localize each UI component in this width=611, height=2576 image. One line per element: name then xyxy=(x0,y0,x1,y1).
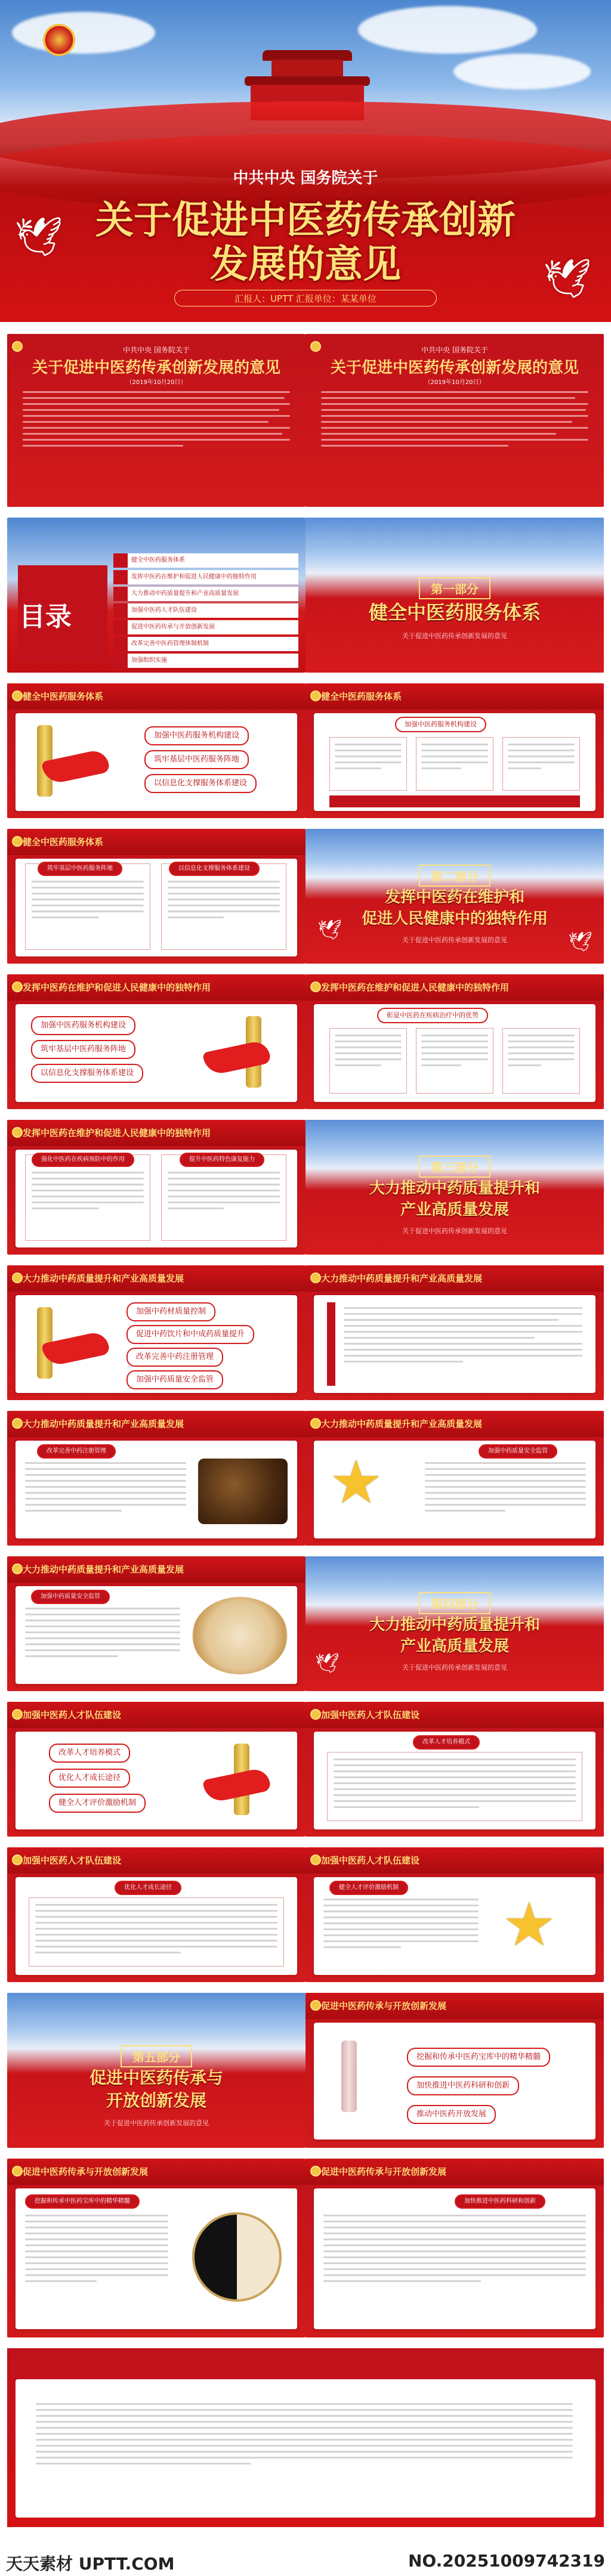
emblem-icon xyxy=(12,982,23,992)
slide-s10b[interactable] xyxy=(7,1556,306,1691)
slide-s12[interactable] xyxy=(306,1702,604,1837)
emblem-icon xyxy=(12,1272,23,1283)
footer-right: NO.20251009742319 xyxy=(408,2551,605,2571)
slide-band-title: 大力推动中药质量提升和产业高质量发展 xyxy=(321,1419,483,1429)
toc-item-label: 健全中医药服务体系 xyxy=(131,557,185,564)
emblem-icon xyxy=(12,1418,23,1429)
hero-title-line2: 发展的意见 xyxy=(210,242,401,287)
doc-date: （2019年10月20日） xyxy=(126,379,187,386)
emblem-icon xyxy=(310,691,321,701)
toc-item-label: 促进中医药传承与开放创新发展 xyxy=(131,624,215,630)
toc-item-label: 加强组织实施 xyxy=(131,657,167,664)
slide-band-title: 健全中医药服务体系 xyxy=(23,837,104,847)
footer-left: 天天素材 UPTT.COM xyxy=(6,2554,175,2574)
slide-band-title: 大力推动中药质量提升和产业高质量发展 xyxy=(321,1273,483,1284)
slide-s14[interactable] xyxy=(306,1847,604,1982)
topic-pill[interactable]: 推动中医药开放发展 xyxy=(407,2105,496,2124)
doc-title: 关于促进中医药传承创新发展的意见 xyxy=(330,359,579,377)
topic-pill[interactable]: 改革完善中药注册管理 xyxy=(126,1348,223,1367)
topic-pill[interactable]: 加强中药质量安全监管 xyxy=(126,1370,223,1389)
slide-band-title: 发挥中医药在维护和促进人民健康中的独特作用 xyxy=(23,1128,211,1138)
national-emblem-icon xyxy=(43,24,75,56)
slide-band-title: 加强中医药人才队伍建设 xyxy=(321,1855,420,1866)
toc-item[interactable] xyxy=(113,603,298,618)
part-title: 大力推动中药质量提升和 xyxy=(369,1179,540,1197)
slide-s7[interactable] xyxy=(7,1265,306,1400)
section-heading: 彰显中医药在疾病治疗中的优势 xyxy=(377,1008,488,1023)
slide-s4[interactable] xyxy=(7,974,306,1109)
part-title: 产业高质量发展 xyxy=(400,1201,509,1219)
hero-meta xyxy=(174,290,437,306)
star-icon: ★ xyxy=(502,1890,556,1959)
slide-doc-intro-right[interactable] xyxy=(306,334,604,507)
slide-s5[interactable] xyxy=(306,974,604,1109)
part-number: 第三部分 xyxy=(419,1156,490,1178)
section-heading: 加强中医药服务机构建设 xyxy=(395,717,486,732)
herb-plate-image xyxy=(192,1597,288,1674)
toc-item[interactable] xyxy=(113,637,298,651)
star-icon: ★ xyxy=(329,1447,383,1517)
slide-band-title: 促进中医药传承与开放创新发展 xyxy=(321,2001,447,2011)
topic-pill[interactable]: 加快推进中医药科研和创新 xyxy=(407,2076,519,2095)
doc-kicker: 中共中央 国务院关于 xyxy=(421,346,488,354)
toc-item[interactable] xyxy=(113,654,298,668)
dove-icon: 🕊 xyxy=(568,930,593,953)
part-subtitle: 关于促进中医药传承创新发展的意见 xyxy=(402,936,507,944)
slide-s10[interactable] xyxy=(306,1411,604,1546)
doc-body-text xyxy=(23,391,290,451)
part-title: 大力推动中药质量提升和 xyxy=(369,1616,540,1634)
slide-band-title: 大力推动中药质量提升和产业高质量发展 xyxy=(23,1419,184,1429)
slide-toc[interactable] xyxy=(7,518,306,673)
slide-s3[interactable] xyxy=(7,829,306,964)
part-subtitle: 关于促进中医药传承创新发展的意见 xyxy=(402,1664,507,1671)
toc-list xyxy=(113,553,298,670)
doc-title: 关于促进中医药传承创新发展的意见 xyxy=(32,359,280,377)
slide-s13[interactable] xyxy=(7,1847,306,1982)
slide-part2-cover[interactable] xyxy=(306,829,604,964)
part-title: 发挥中医药在维护和 xyxy=(384,888,524,906)
doc-date: （2019年10月20日） xyxy=(424,379,485,386)
dove-icon: 🕊 xyxy=(543,257,592,301)
part-title: 促进人民健康中的独特作用 xyxy=(361,910,548,928)
emblem-icon xyxy=(310,1709,321,1720)
emblem-icon xyxy=(12,2166,23,2176)
emblem-icon xyxy=(12,1854,23,1865)
toc-item[interactable] xyxy=(113,587,298,601)
slide-s1[interactable] xyxy=(7,683,306,818)
slide-band-title: 加强中医药人才队伍建设 xyxy=(321,1710,420,1720)
slide-s2[interactable] xyxy=(306,683,604,818)
toc-item-label: 发挥中医药在维护和促进人民健康中的独特作用 xyxy=(131,574,257,580)
hero-kicker: 中共中央 国务院关于 xyxy=(233,169,378,187)
huabiao-pillar-icon xyxy=(341,2041,357,2112)
slide-s11[interactable] xyxy=(7,1702,306,1837)
emblem-icon xyxy=(310,1272,321,1283)
section-heading: 加强中药质量安全监管 xyxy=(31,1590,110,1604)
dove-icon: 🕊 xyxy=(14,215,63,259)
slide-part1-cover[interactable] xyxy=(306,518,604,673)
hero-meta-text: 汇报人：UPTT 汇报单位：某某单位 xyxy=(234,293,377,304)
doc-body-text xyxy=(321,391,588,451)
slide-s15[interactable] xyxy=(306,1993,604,2148)
herbs-image xyxy=(198,1459,288,1524)
toc-item[interactable] xyxy=(113,553,298,568)
part-subtitle: 关于促进中医药传承创新发展的意见 xyxy=(402,1227,507,1235)
toc-label: 目录 xyxy=(19,602,72,632)
part-number: 第五部分 xyxy=(121,2045,192,2067)
slide-s8[interactable] xyxy=(306,1265,604,1400)
topic-pill[interactable]: 健全人才评价激励机制 xyxy=(49,1794,146,1813)
section-heading: 筑牢基层中医药服务阵地 xyxy=(38,862,122,876)
emblem-icon xyxy=(12,1563,23,1574)
section-heading: 改革完善中药注册管理 xyxy=(37,1444,116,1459)
part-title: 产业高质量发展 xyxy=(400,1637,509,1655)
part-title: 促进中医药传承与 xyxy=(89,2068,223,2088)
topic-pill[interactable]: 筑牢基层中医药服务阵地 xyxy=(144,750,249,769)
section-heading: 加强中药质量安全监管 xyxy=(479,1444,557,1459)
toc-item-label: 加强中医药人才队伍建设 xyxy=(131,607,197,614)
toc-item[interactable] xyxy=(113,570,298,584)
emblem-icon xyxy=(310,982,321,992)
part-title: 开放创新发展 xyxy=(106,2091,206,2110)
topic-pill[interactable]: 筑牢基层中医药服务阵地 xyxy=(31,1040,135,1059)
section-heading: 挖掘和传承中医药宝库中的精华精髓 xyxy=(25,2194,140,2209)
topic-pill[interactable]: 挖掘和传承中医药宝库中的精华精髓 xyxy=(407,2048,550,2067)
part-number: 第一部分 xyxy=(419,577,490,599)
part-subtitle: 关于促进中医药传承创新发展的意见 xyxy=(104,2119,209,2127)
watermark-footer xyxy=(0,2540,611,2576)
slide-part3-cover[interactable] xyxy=(306,1120,604,1255)
yin-yang-icon xyxy=(192,2212,282,2302)
topic-pill[interactable]: 促进中药饮片和中成药质量提升 xyxy=(126,1325,254,1344)
toc-item-label: 改革完善中医药管理体制机制 xyxy=(131,640,209,647)
topic-pill[interactable]: 加强中医药服务机构建设 xyxy=(31,1016,135,1035)
slide-band-title: 大力推动中药质量提升和产业高质量发展 xyxy=(23,1273,184,1284)
section-heading: 健全人才评价激励机制 xyxy=(329,1881,408,1895)
part-subtitle: 关于促进中医药传承创新发展的意见 xyxy=(402,632,507,640)
emblem-icon xyxy=(310,1418,321,1429)
slide-s17[interactable] xyxy=(306,2159,604,2337)
emblem-icon xyxy=(310,2166,321,2176)
slide-band-title: 加强中医药人才队伍建设 xyxy=(23,1710,122,1720)
section-heading: 改革人才培养模式 xyxy=(413,1735,480,1750)
slide-band-title: 大力推动中药质量提升和产业高质量发展 xyxy=(23,1564,184,1575)
topic-pill[interactable]: 加强中医药服务机构建设 xyxy=(144,726,249,745)
slide-band-title: 健全中医药服务体系 xyxy=(321,691,402,702)
slide-band-title: 促进中医药传承与开放创新发展 xyxy=(23,2166,149,2177)
part-number: 第四部分 xyxy=(419,1592,490,1614)
emblem-icon xyxy=(310,1854,321,1865)
emblem-icon xyxy=(12,691,23,701)
slide-doc-intro-left[interactable] xyxy=(7,334,306,507)
emblem-icon xyxy=(12,1127,23,1138)
slide-band-title: 促进中医药传承与开放创新发展 xyxy=(321,2166,447,2177)
slide-s16[interactable] xyxy=(7,2159,306,2337)
part-title: 健全中医药服务体系 xyxy=(368,601,541,624)
slide-s6[interactable] xyxy=(7,1120,306,1255)
slide-band-title: 发挥中医药在维护和促进人民健康中的独特作用 xyxy=(321,982,510,993)
slide-part5-cover[interactable] xyxy=(7,1993,306,2148)
topic-pill[interactable]: 加强中药材质量控制 xyxy=(126,1302,215,1321)
doc-kicker: 中共中央 国务院关于 xyxy=(123,346,190,354)
topic-pill[interactable]: 以信息化支撑服务体系建设 xyxy=(144,774,257,793)
section-heading: 强化中医药在疾病预防中的作用 xyxy=(32,1153,134,1167)
slide-band-title: 健全中医药服务体系 xyxy=(23,691,104,702)
topic-pill[interactable]: 优化人才成长途径 xyxy=(49,1769,130,1788)
slide-band-title: 发挥中医药在维护和促进人民健康中的独特作用 xyxy=(23,982,211,993)
emblem-icon xyxy=(12,836,23,847)
topic-pill[interactable]: 以信息化支撑服务体系建设 xyxy=(31,1064,143,1083)
emblem-icon xyxy=(12,1709,23,1720)
section-heading: 以信息化支撑服务体系建设 xyxy=(169,862,260,876)
slide-part4-cover[interactable] xyxy=(306,1556,604,1691)
hero-title-line1: 关于促进中医药传承创新 xyxy=(95,198,516,243)
dove-icon: 🕊 xyxy=(315,1652,340,1674)
topic-pill[interactable]: 改革人才培养模式 xyxy=(49,1744,130,1763)
part-number: 第二部分 xyxy=(419,865,490,887)
hero-banner xyxy=(0,0,611,322)
toc-item[interactable] xyxy=(113,620,298,634)
section-heading: 提升中医药特色康复能力 xyxy=(180,1153,264,1167)
section-heading: 加快推进中医药科研和创新 xyxy=(455,2194,545,2209)
toc-item-label: 大力推动中药质量提升和产业高质量发展 xyxy=(131,590,239,597)
dove-icon: 🕊 xyxy=(317,918,342,941)
emblem-icon xyxy=(310,2000,321,2011)
slide-s9[interactable] xyxy=(7,1411,306,1546)
slide-band-title: 加强中医药人才队伍建设 xyxy=(23,1855,122,1866)
section-heading: 优化人才成长途径 xyxy=(115,1881,181,1895)
